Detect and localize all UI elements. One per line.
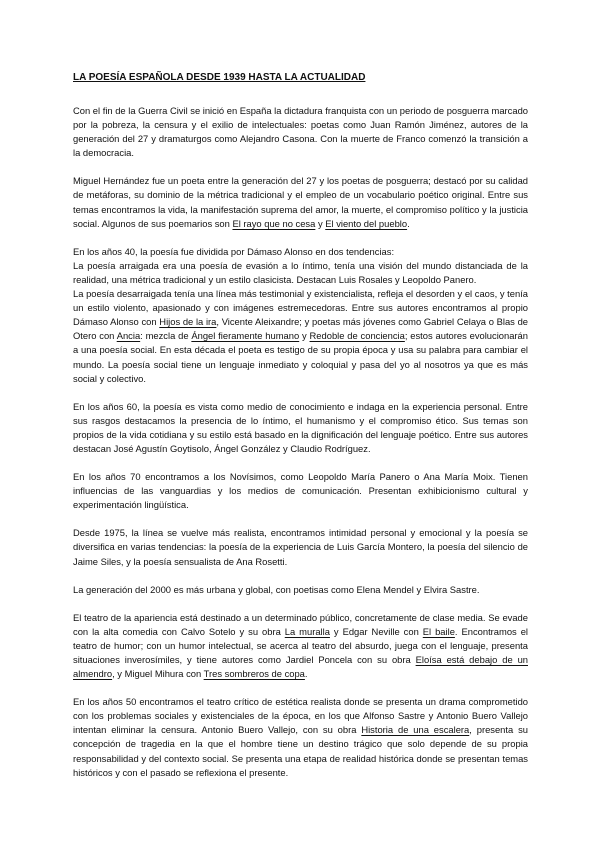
text-run: y bbox=[299, 330, 310, 342]
paragraph-8 bbox=[73, 611, 528, 681]
text-run: . Encontramos el teatro de humor; con un humor intelectual, se acerca al teatro del absurdo, juega con el lenguaje, presenta situaciones inverosímiles, y tiene autores como Jardiel Poncela con su obra bbox=[73, 625, 528, 665]
work-title: Hijos de la ira bbox=[159, 316, 217, 328]
work-title: Historia de una escalera bbox=[361, 724, 470, 736]
paragraph-6 bbox=[73, 526, 528, 568]
text-run: : mezcla de bbox=[140, 330, 192, 342]
paragraph-5 bbox=[73, 470, 528, 512]
work-title: Ángel fieramente humano bbox=[191, 330, 300, 342]
text-run: En los años 60, la poesía es vista como medio de conocimiento e indaga en la experiencia personal. Entre sus rasgos destacamos la presencia de lo íntimo, el humanismo y el compromiso ético. Sus temas son propios de la vida cotidiana y su estilo está basado en la dignificación del lenguaje poético. Entre sus autores destacan José Agustín Goytisolo, Ángel González y Claudio Rodríguez. bbox=[73, 400, 528, 454]
work-title: El rayo que no cesa bbox=[232, 217, 316, 229]
text-run: ; estos autores evolucionarán a una poesía social. En esta década el poeta es testigo de su propia época y usa su palabra para cambiar el mundo. La poesía social tiene un lenguaje inmediato y coloquial y pasa del yo al nosotros ya que es más social y colectivo. bbox=[73, 330, 528, 384]
text-run: . bbox=[304, 668, 308, 680]
work-title: El viento del pueblo bbox=[325, 217, 408, 229]
paragraph-9 bbox=[73, 695, 528, 780]
paragraph-2 bbox=[73, 174, 528, 230]
work-title: Tres sombreros de copa bbox=[203, 668, 305, 680]
text-run: y bbox=[315, 217, 326, 229]
text-run: La generación del 2000 es más urbana y global, con poetisas como Elena Mendel y Elvira Sastre. bbox=[73, 583, 480, 595]
document-title: LA POESÍA ESPAÑOLA DESDE 1939 HASTA LA ACTUALIDAD bbox=[73, 72, 366, 83]
text-run: En los años 40, la poesía fue dividida por Dámaso Alonso en dos tendencias: bbox=[73, 245, 395, 257]
text-run: El teatro de la apariencia está destinado a un determinado público, concretamente de clase media. Se evade con la alta comedia con Calvo Sotelo y su obra bbox=[73, 611, 528, 637]
text-run: La poesía arraigada era una poesía de evasión a lo íntimo, tenía una visión del mundo distanciada de la realidad, una métrica tradicional y un estilo clasicista. Destacan Luis Rosales y Leopoldo Panero. bbox=[73, 259, 528, 285]
text-run: En los años 50 encontramos el teatro crítico de estética realista donde se presenta un drama comprometido con los problemas sociales y existenciales de la época, en los que Alfonso Sastre y Antonio Buero Vallejo intentan eliminar la censura. Antonio Buero Vallejo, con su obra bbox=[73, 696, 528, 736]
paragraph-3 bbox=[73, 245, 528, 386]
paragraph-line bbox=[73, 245, 528, 259]
text-run: , y Miguel Mihura con bbox=[112, 668, 204, 680]
work-title: El baile bbox=[422, 625, 455, 637]
paragraph-1 bbox=[73, 104, 528, 160]
work-title: Eloísa está debajo de un almendro bbox=[73, 654, 528, 680]
document-body bbox=[73, 104, 528, 780]
text-run: En los años 70 encontramos a los Novísimos, como Leopoldo María Panero o Ana María Moix. Tienen influencias de las vanguardias y los medios de comunicación. Presentan exhibicionismo cultural y experimentación lingüística. bbox=[73, 471, 528, 511]
work-title: Ancia bbox=[116, 330, 141, 342]
text-run: Desde 1975, la línea se vuelve más realista, encontramos intimidad personal y emocional y la poesía se diversifica en varias tendencias: la poesía de la experiencia de Luis García Montero, la poesía del silencio de Jaime Siles, y la poesía sensualista de Ana Rosetti. bbox=[73, 527, 528, 567]
work-title: Redoble de conciencia bbox=[309, 330, 405, 342]
text-run: . bbox=[407, 217, 410, 229]
work-title: La muralla bbox=[284, 625, 330, 637]
text-run: Miguel Hernández fue un poeta entre la generación del 27 y los poetas de posguerra; destacó por su calidad de metáforas, su dominio de la métrica tradicional y el empleo de un vocabulario poético original. Entre sus temas encontramos la vida, la manifestación suprema del amor, la muerte, el compromiso político y la justicia social. Algunos de sus poemarios son bbox=[73, 175, 528, 229]
text-run: Con el fin de la Guerra Civil se inició en España la dictadura franquista con un periodo de posguerra marcado por la pobreza, la censura y el exilio de intelectuales: poetas como Juan Ramón Jiménez, autores de la generación del 27 y dramaturgos como Alejandro Casona. Con la muerte de Franco comenzó la transición a la democracia. bbox=[73, 105, 528, 159]
paragraph-line bbox=[73, 287, 528, 386]
text-run: y Edgar Neville con bbox=[329, 625, 423, 637]
paragraph-line bbox=[73, 259, 528, 287]
paragraph-4 bbox=[73, 400, 528, 456]
paragraph-7 bbox=[73, 583, 528, 597]
text-run: , Vicente Aleixandre; y poetas más jóvenes como Gabriel Celaya o Blas de Otero con bbox=[73, 316, 528, 342]
text-run: La poesía desarraigada tenía una línea más testimonial y existencialista, refleja el desorden y el caos, y tenía un estilo violento, apasionado y con imágenes estremecedoras. Entre sus autores encontramos al propio Dámaso Alonso con bbox=[73, 288, 528, 328]
text-run: , presenta su concepción de tragedia en la que el hombre tiene un destino trágico que solo depende de su propia responsabilidad y del contexto social. Se presenta una etapa de realidad histórica donde se presentan temas históricos y con el pasado se reflexiona el presente. bbox=[73, 724, 528, 778]
